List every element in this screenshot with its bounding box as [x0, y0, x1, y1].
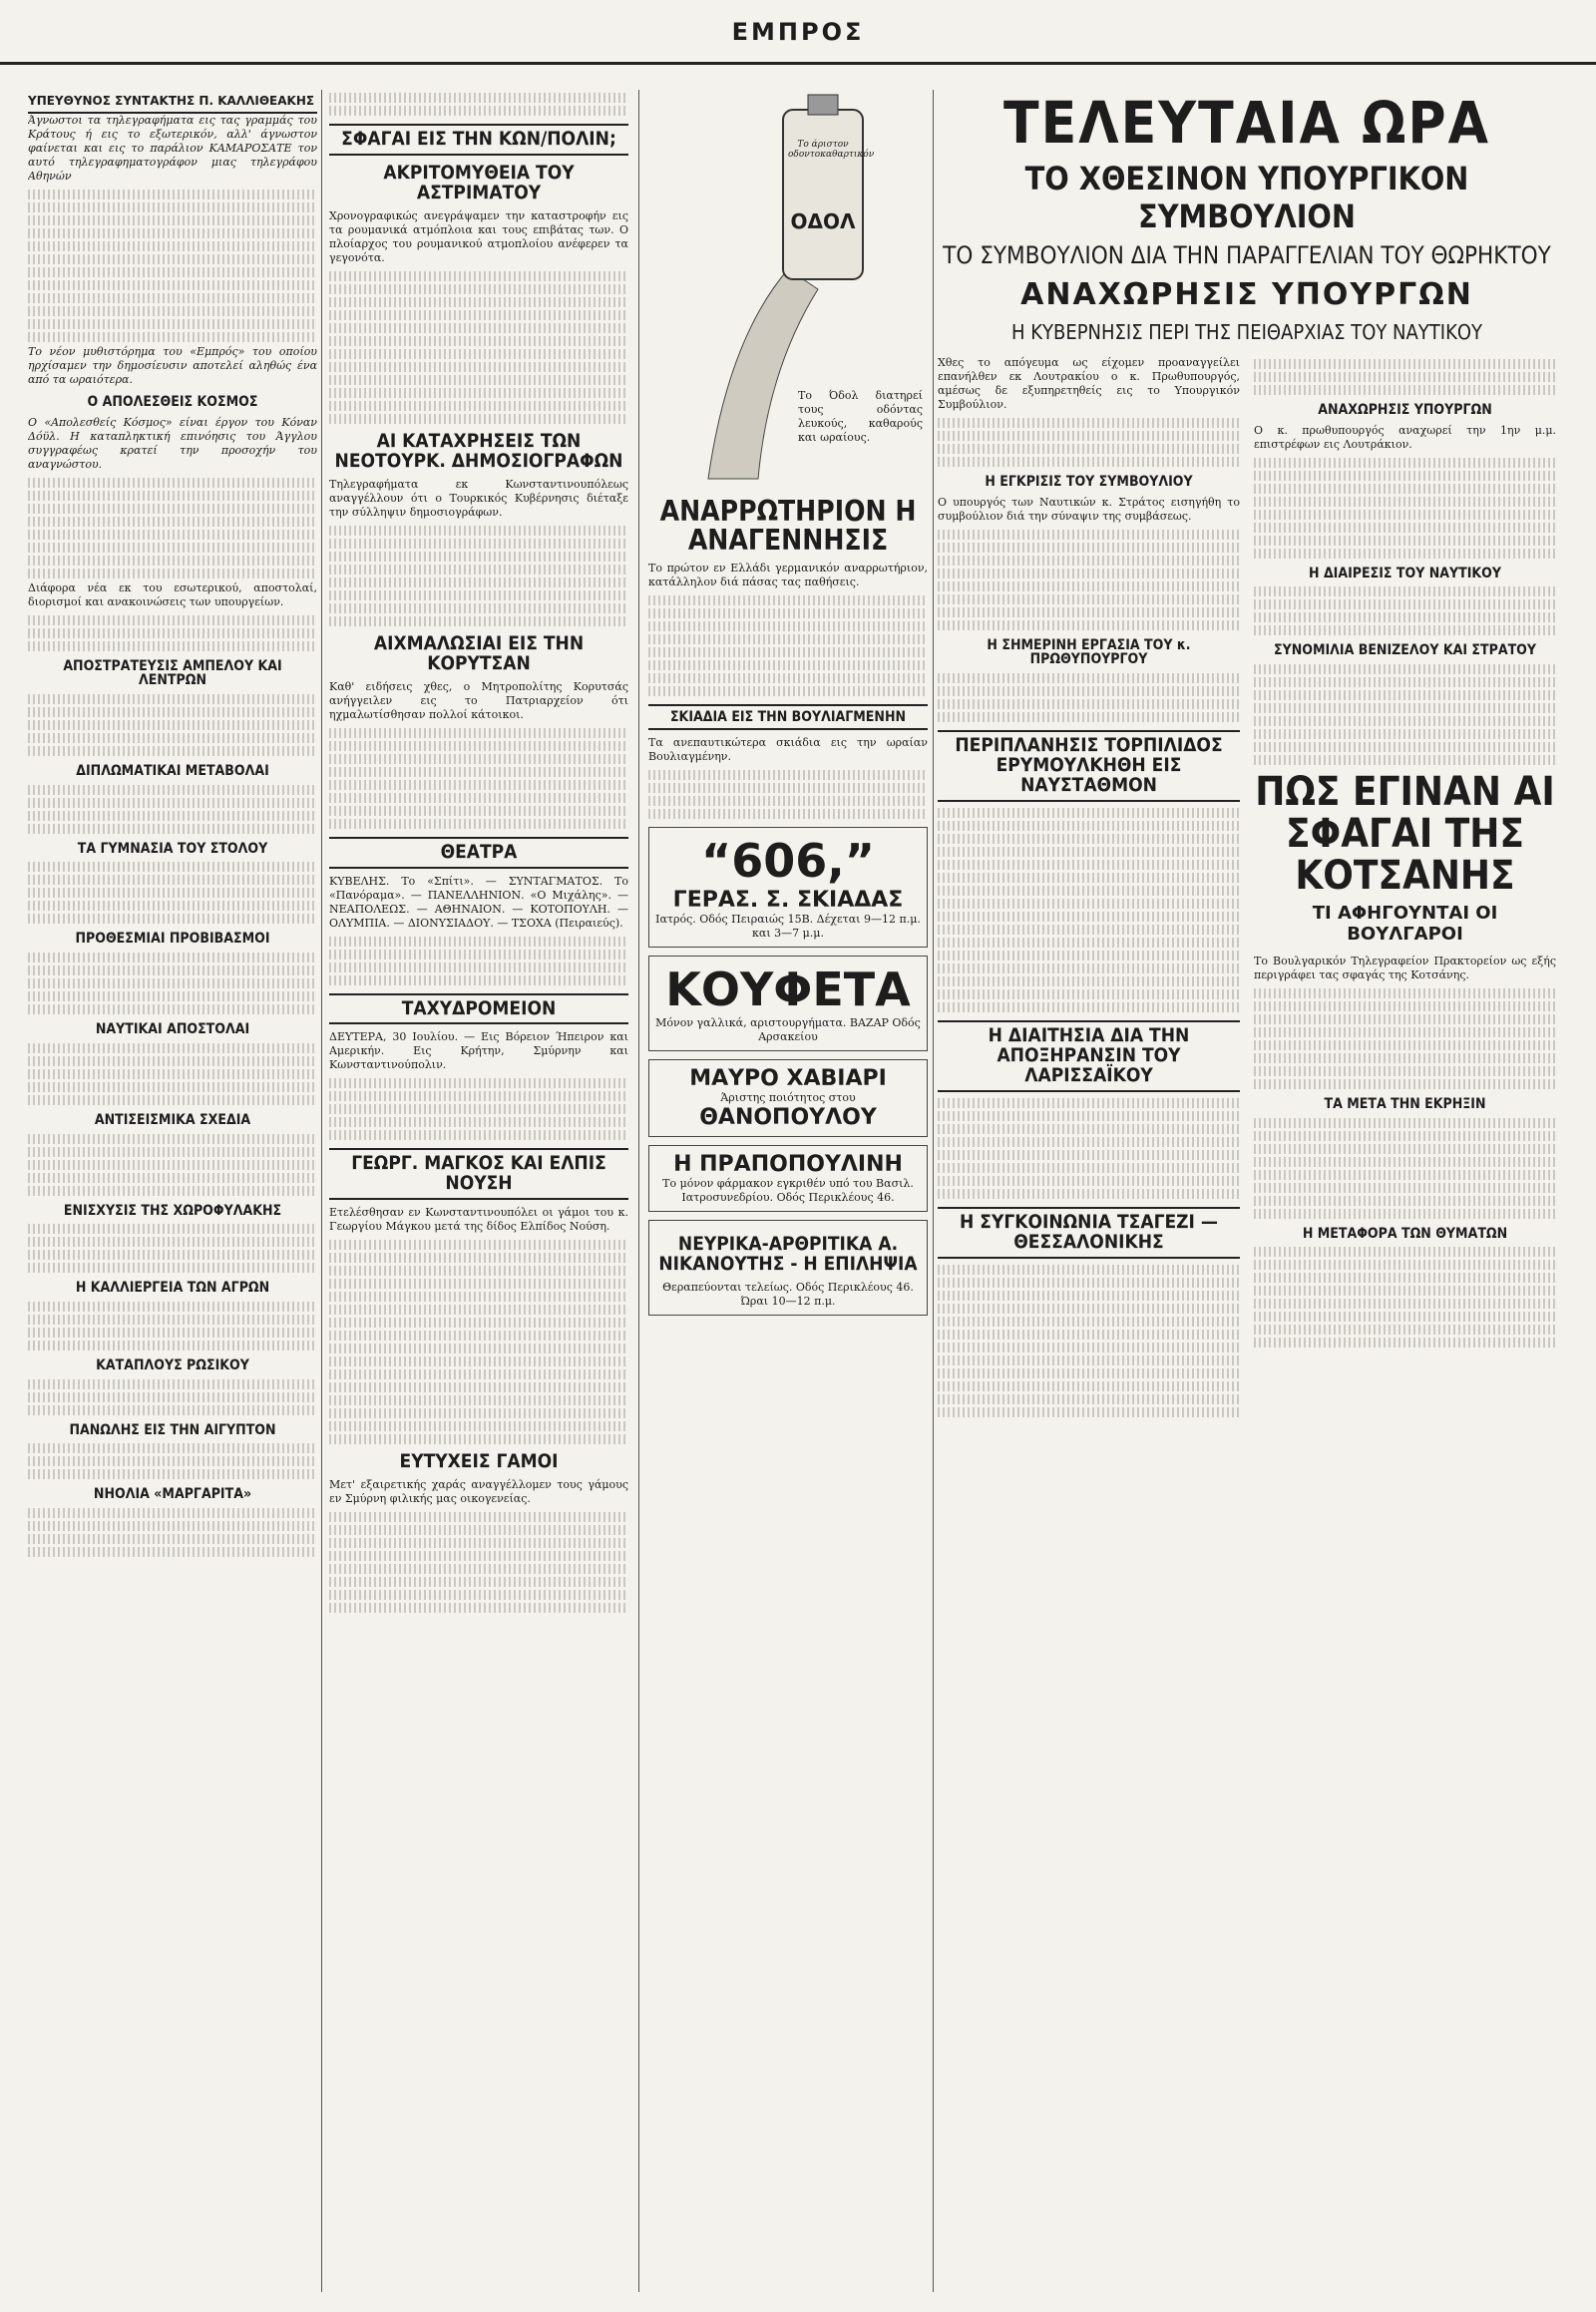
article-text: Ο υπουργός των Ναυτικών κ. Στράτος εισηγήθη το συμβούλιον διά την σύναψιν της συμβάσεως.	[938, 495, 1240, 523]
section-heading: Ο ΑΠΟΛΕΣΘΕΙΣ ΚΟΣΜΟΣ	[87, 394, 258, 410]
odol-text: Το Όδολ διατηρεί τους οδόντας λευκούς, καθαρούς και ωραίους.	[798, 389, 923, 444]
ad-xaviari-title: ΜΑΥΡΟ ΧΑΒΙΑΡΙ	[689, 1066, 887, 1092]
news-heading: ΝΑΥΤΙΚΑΙ ΑΠΟΣΤΟΛΑΙ	[95, 1021, 250, 1038]
ad-neurika-text: Θεραπεύονται τελείως. Οδός Περικλέους 46. Ώραι 10—12 π.μ.	[662, 1281, 914, 1309]
article-heading: ΑΝΑΡΡΩΤΗΡΙΟΝ Η ΑΝΑΓΕΝΝΗΣΙΣ	[659, 495, 917, 558]
article-heading: Η ΔΙΑΙΤΗΣΙΑ ΔΙΑ ΤΗΝ ΑΠΟΞΗΡΑΝΣΙΝ ΤΟΥ ΛΑΡΙΣΣΑΪΚΟΥ	[938, 1020, 1240, 1092]
column-4	[938, 90, 1556, 2292]
column-2	[329, 90, 628, 2292]
section-heading: Η ΕΓΚΡΙΣΙΣ ΤΟΥ ΣΥΜΒΟΥΛΙΟΥ	[985, 474, 1193, 490]
two-column-block	[938, 356, 1556, 1420]
ad-koufeta	[648, 956, 928, 1051]
section-heading: ΑΝΑΧΩΡΗΣΙΣ ΥΠΟΥΡΓΩΝ	[1318, 402, 1492, 418]
masthead-rule	[0, 62, 1596, 65]
article-text: ΔΕΥΤΕΡΑ, 30 Ιουλίου. — Εις Βόρειον Ήπειρον και Αμερικήν. Εις Κρήτην, Σμύρνην και Κωνσταντινούπολιν.	[329, 1030, 628, 1072]
article-heading: ΑΙ ΚΑΤΑΧΡΗΣΕΙΣ ΤΩΝ ΝΕΟΤΟΥΡΚ. ΔΗΜΟΣΙΟΓΡΑΦΩΝ	[334, 429, 623, 472]
news-heading: ΚΑΤΑΠΛΟΥΣ ΡΩΣΙΚΟΥ	[96, 1356, 249, 1373]
bottle-brand: ΟΔΟΛ	[790, 209, 856, 233]
kotsani-headline: ΠΩΣ ΕΓΙΝΑΝ ΑΙ ΣΦΑΓΑΙ ΤΗΣ ΚΟΤΣΑΝΗΣ	[1255, 769, 1555, 900]
section-heading: Η ΜΕΤΑΦΟΡΑ ΤΩΝ ΘΥΜΑΤΩΝ	[1302, 1225, 1508, 1242]
headline-sub-4: Η ΚΥΒΕΡΝΗΣΙΣ ΠΕΡΙ ΤΗΣ ΠΕΙΘΑΡΧΙΑΣ ΤΟΥ ΝΑΥΤΙΚΟΥ	[1010, 320, 1483, 344]
kotsani-subheadline: ΤΙ ΑΦΗΓΟΥΝΤΑΙ ΟΙ ΒΟΥΛΓΑΡΟΙ	[1312, 903, 1498, 946]
column-divider	[321, 90, 322, 2292]
article-text: Το Βουλγαρικόν Τηλεγραφείον Πρακτορείον ως εξής περιγράφει τας σφαγάς της Κοτσάνης.	[1254, 955, 1556, 982]
ad-neurika	[648, 1220, 928, 1316]
ad-xaviari	[648, 1059, 928, 1137]
ad-prapopoulini-text: Το μόνον φάρμακον εγκριθέν υπό του Βασιλ. Ιατροσυνεδρίου. Οδός Περικλέους 46.	[662, 1177, 914, 1205]
ad-prapopoulini-title: Η ΠΡΑΠΟΠΟΥΛΙΝΗ	[673, 1152, 903, 1178]
article-heading: ΣΦΑΓΑΙ ΕΙΣ ΤΗΝ ΚΩΝ/ΠΟΛΙΝ;	[329, 124, 628, 156]
article-heading: ΕΥΤΥΧΕΙΣ ΓΑΜΟΙ	[399, 1450, 559, 1473]
ad-prapopoulini	[648, 1145, 928, 1212]
article-text: ΚΥΒΕΛΗΣ. Το «Σπίτι». — ΣΥΝΤΑΓΜΑΤΟΣ. Το «Πανόραμα». — ΠΑΝΕΛΛΗΝΙΟΝ. «Ο Μιχάλης». — ΝΕΑΠΟΛΕΩΣ. — ΑΘΗΝΑΙΟΝ. — ΚΟΤΟΠΟΥΛΗ. — ΟΛΥΜΠΙΑ. — ΔΙΟΝΥΣΙΑΔΟΥ. — ΤΣΟΧΑ (Πειραιεύς).	[329, 874, 628, 930]
article-heading: ΑΚΡΙΤΟΜΥΘΕΙΑ ΤΟΥ ΑΣΤΡΙΜΑΤΟΥ	[383, 161, 575, 203]
article-text: Τα ανεπαυτικώτερα σκιάδια εις την ωραίαν Βουλιαγμένην.	[648, 736, 928, 764]
article-heading: ΓΕΩΡΓ. ΜΑΓΚΟΣ ΚΑΙ ΕΛΠΙΣ ΝΟΥΣΗ	[329, 1148, 628, 1200]
ad-koufeta-text: Μόνον γαλλικά, αριστουργήματα. ΒΑΖΑΡ Οδός Αρσακείου	[655, 1016, 921, 1044]
article-text: Διάφορα νέα εκ του εσωτερικού, αποστολαί, διορισμοί και ανακοινώσεις των υπουργείων.	[28, 580, 317, 608]
news-heading: ΑΝΤΙΣΕΙΣΜΙΚΑ ΣΧΕΔΙΑ	[94, 1111, 251, 1128]
headline-sub-1: ΤΟ ΧΘΕΣΙΝΟΝ ΥΠΟΥΡΓΙΚΟΝ ΣΥΜΒΟΥΛΙΟΝ	[1024, 160, 1469, 235]
headline-sub-3: ΑΝΑΧΩΡΗΣΙΣ ΥΠΟΥΡΓΩΝ	[1020, 277, 1473, 312]
news-heading: ΝΗΟΛΙΑ «ΜΑΡΓΑΡΙΤΑ»	[93, 1486, 252, 1503]
newspaper-name: ΕΜΠΡΟΣ	[731, 18, 865, 46]
masthead	[0, 18, 1596, 58]
article-text: Χρονογραφικώς ανεγράψαμεν την καταστροφήν εις τα ρουμανικά ατμόπλοια και τους επιβάτας των. Ο πλοίαρχος του ρουμανικού ατμοπλοίου ανέφερεν τα γεγονότα.	[329, 208, 628, 264]
section-heading: Η ΣΗΜΕΡΙΝΗ ΕΡΓΑΣΙΑ ΤΟΥ κ. ΠΡΩΘΥΠΟΥΡΓΟΥ	[987, 636, 1191, 668]
article-heading: ΑΙΧΜΑΛΩΣΙΑΙ ΕΙΣ ΤΗΝ ΚΟΡΥΤΣΑΝ	[373, 631, 585, 674]
main-headline: ΤΕΛΕΥΤΑΙΑ ΩΡΑ	[1003, 90, 1490, 157]
section-heading: Η ΔΙΑΙΡΕΣΙΣ ΤΟΥ ΝΑΥΤΙΚΟΥ	[1309, 565, 1501, 581]
article-text: Ο κ. πρωθυπουργός αναχωρεί την 1ην μ.μ. επιστρέφων εις Λουτράκιον.	[1254, 423, 1556, 451]
column-divider	[933, 90, 934, 2292]
ad-koufeta-title: ΚΟΥΦΕΤΑ	[665, 963, 911, 1017]
column-3	[648, 90, 928, 2292]
news-heading: ΠΑΝΩΛΗΣ ΕΙΣ ΤΗΝ ΑΙΓΥΠΤΟΝ	[69, 1421, 276, 1438]
column-1	[28, 90, 317, 2292]
headline-sub-2: ΤΟ ΣΥΜΒΟΥΛΙΟΝ ΔΙΑ ΤΗΝ ΠΑΡΑΓΓΕΛΙΑΝ ΤΟΥ ΘΩΡΗΚΤΟΥ	[943, 241, 1551, 269]
bottle-label: Το άριστον οδοντοκαθαρτικόν	[788, 140, 875, 160]
article-text: Άγνωστοι τα τηλεγραφήματα εις τας γραμμάς του Κράτους ή εις το εξωτερικόν, αλλ' άγνωστον φαίνεται και εις το παράλιον ΚΑΜΑΡΟΣΑΤΕ τον αυτό τηλεγραφηματογράφον μιας τηλεγράφου Αθηνών	[28, 114, 317, 183]
section-heading: ΤΑ ΜΕΤΑ ΤΗΝ ΕΚΡΗΞΙΝ	[1324, 1096, 1486, 1113]
article-text: Καθ' ειδήσεις χθες, ο Μητροπολίτης Κορυτσάς ανήγγειλεν εις το Πατριαρχείον ότι ηχμαλωτίσθησαν πολλοί κάτοικοι.	[329, 679, 628, 721]
ad-606-text: Ιατρός. Οδός Πειραιώς 15Β. Δέχεται 9—12 π.μ. και 3—7 μ.μ.	[655, 913, 921, 941]
section-heading: ΣΥΝΟΜΙΛΙΑ ΒΕΝΙΖΕΛΟΥ ΚΑΙ ΣΤΡΑΤΟΥ	[1273, 642, 1537, 659]
article-heading: Η ΣΥΓΚΟΙΝΩΝΙΑ ΤΣΑΓΕΖΙ — ΘΕΣΣΑΛΟΝΙΚΗΣ	[938, 1207, 1240, 1259]
article-text: Ο «Απολεσθείς Κόσμος» είναι έργον του Κόναν Δόϋλ. Η καταπληκτική επινόησις του Άγγλου συγγραφέως κρατεί την προσοχήν του αναγνώστου.	[28, 415, 317, 471]
article-text: Το νέον μυθιστόρημα του «Εμπρός» του οποίου ηρχίσαμεν την δημοσίευσιν αποτελεί αληθώς ένα από τα ωραιότερα.	[28, 345, 317, 386]
sub-column-left	[938, 356, 1240, 1420]
news-heading: ΤΑ ΓΥΜΝΑΣΙΑ ΤΟΥ ΣΤΟΛΟΥ	[77, 840, 268, 857]
ad-xaviari-text: Άριστης ποιότητος στου	[720, 1091, 856, 1105]
editor-line: ΥΠΕΥΘΥΝΟΣ ΣΥΝΤΑΚΤΗΣ Π. ΚΑΛΛΙΘΕΑΚΗΣ	[28, 90, 317, 114]
news-heading: ΔΙΠΛΩΜΑΤΙΚΑΙ ΜΕΤΑΒΟΛΑΙ	[76, 763, 269, 780]
section-heading: ΘΕΑΤΡΑ	[329, 837, 628, 869]
article-text: Χθες το απόγευμα ως είχομεν προαναγγείλει επανήλθεν εκ Λουτρακίου ο κ. Πρωθυπουργός, αμέσως δε εξυπηρετηθείς εις το Υπουργικόν Συμβούλιον.	[938, 356, 1240, 411]
odol-advertisement	[648, 90, 928, 489]
article-heading: ΣΚΙΑΔΙΑ ΕΙΣ ΤΗΝ ΒΟΥΛΙΑΓΜΕΝΗΝ	[648, 704, 928, 731]
article-text: Το πρώτον εν Ελλάδι γερμανικόν αναρρωτήριον, κατάλληλον διά πάσας τας παθήσεις.	[648, 561, 928, 588]
article-text: Μετ' εξαιρετικής χαράς αναγγέλλομεν τους γάμους εν Σμύρνη φιλικής μας οικογενείας.	[329, 1478, 628, 1506]
ad-606-doctor: ΓΕΡΑΣ. Σ. ΣΚΙΑΔΑΣ	[672, 888, 904, 914]
news-heading: ΑΠΟΣΤΡΑΤΕΥΣΙΣ ΑΜΠΕΛΟΥ ΚΑΙ ΛΕΝΤΡΩΝ	[63, 657, 282, 689]
ad-606-title: “606,”	[701, 834, 875, 889]
article-heading: ΠΕΡΙΠΛΑΝΗΣΙΣ ΤΟΡΠΙΛΙΔΟΣ ΕΡΥΜΟΥΛΚΗΘΗ ΕΙΣ ΝΑΥΣΤΑΘΜΟΝ	[938, 730, 1240, 802]
sub-column-right	[1254, 356, 1556, 1420]
section-heading: ΤΑΧΥΔΡΟΜΕΙΟΝ	[329, 993, 628, 1025]
news-heading: ΠΡΟΘΕΣΜΙΑΙ ΠΡΟΒΙΒΑΣΜΟΙ	[75, 931, 270, 948]
news-heading: ΕΝΙΣΧΥΣΙΣ ΤΗΣ ΧΩΡΟΦΥΛΑΚΗΣ	[63, 1202, 282, 1219]
column-divider	[638, 90, 639, 2292]
ad-thanopoulou: ΘΑΝΟΠΟΥΛΟΥ	[699, 1105, 877, 1131]
article-text: Τηλεγραφήματα εκ Κωνσταντινουπόλεως αναγγέλλουν ότι ο Τουρκικός Κυβέρνησις διέταξε την σύλληψιν δημοσιογράφων.	[329, 477, 628, 519]
ad-606	[648, 827, 928, 948]
ad-neurika-title: ΝΕΥΡΙΚΑ-ΑΡΘΡΙΤΙΚΑ Α. ΝΙΚΑΝΟΥΤΗΣ - Η ΕΠΙΛΗΨΙΑ	[658, 1233, 918, 1276]
news-heading: Η ΚΑΛΛΙΕΡΓΕΙΑ ΤΩΝ ΑΓΡΩΝ	[75, 1280, 270, 1297]
article-text: Ετελέσθησαν εν Κωνσταντινουπόλει οι γάμοι του κ. Γεωργίου Μάγκου μετά της δίδος Ελπίδος Νούση.	[329, 1206, 628, 1234]
